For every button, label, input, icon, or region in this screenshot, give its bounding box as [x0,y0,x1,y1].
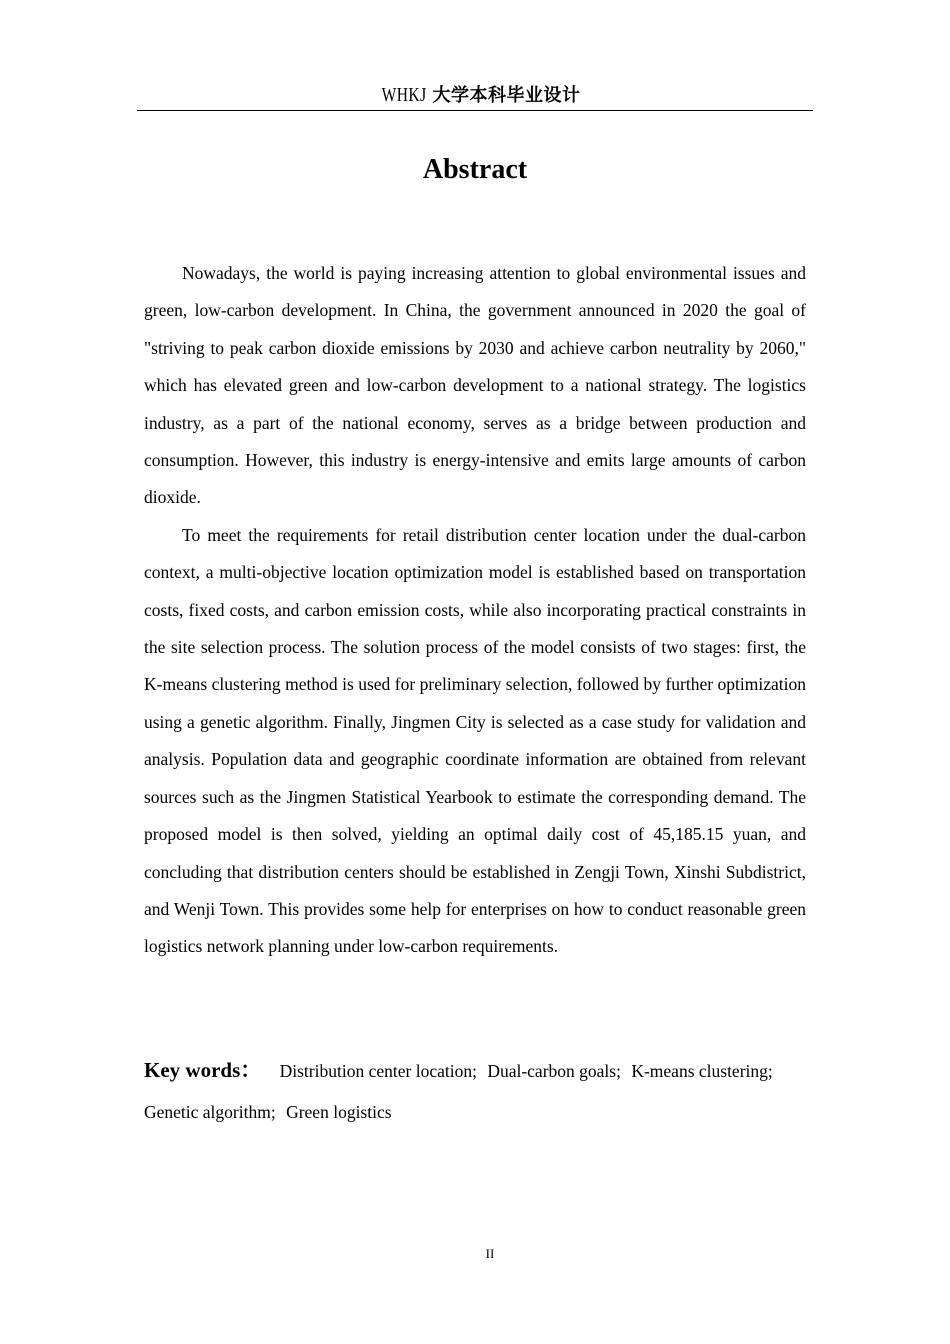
keyword-item: Genetic algorithm; [144,1102,276,1122]
keyword-item: Dual-carbon goals; [487,1061,621,1081]
abstract-paragraph-1: Nowadays, the world is paying increasing attention to global environmental issues and green, low-carbon development. In China, the government announced in 2020 the goal of "striving to peak carbon dioxide emissions by 2030 and achieve carbon neutrality by 2060," which has elevated green and low-carbon development to a national strategy. The logistics industry, as a part of the national economy, serves as a bridge between production and consumption. However, this industry is energy-intensive and emits large amounts of carbon dioxide. [144,263,806,508]
header-title [369,82,580,109]
keywords-label: Key words： [144,1058,262,1082]
page-number: II [485,1246,495,1261]
keyword-item: K-means clustering; [631,1061,773,1081]
abstract-paragraph-2: To meet the requirements for retail distribution center location under the dual-carbon context, a multi-objective location optimization model is established based on transportation costs, fixed costs, and carbon emission costs, while also incorporating practical constraints in the site selection process. The solution process of the model consists of two stages: first, the K-means clustering method is used for preliminary selection, followed by further optimization using a genetic algorithm. Finally, Jingmen City is selected as a case study for validation and analysis. Population data and geographic coordinate information are obtained from relevant sources such as the Jingmen Statistical Yearbook to estimate the corresponding demand. The proposed model is then solved, yielding an optimal daily cost of 45,185.15 yuan, and concluding that distribution centers should be established in Zengji Town, Xinshi Subdistrict, and Wenji Town. This provides some help for enterprises on how to conduct reasonable green logistics network planning under low-carbon requirements. [144,524,806,957]
keywords-section [144,1050,806,1133]
page-header [137,82,813,111]
abstract-body [144,255,806,966]
keyword-item: Green logistics [286,1102,392,1122]
header-document-type: 大学本科毕业设计 [432,85,581,106]
keyword-item: Distribution center location; [279,1061,477,1081]
header-university-code: WHKJ [382,84,428,106]
page-title: Abstract [422,154,528,185]
